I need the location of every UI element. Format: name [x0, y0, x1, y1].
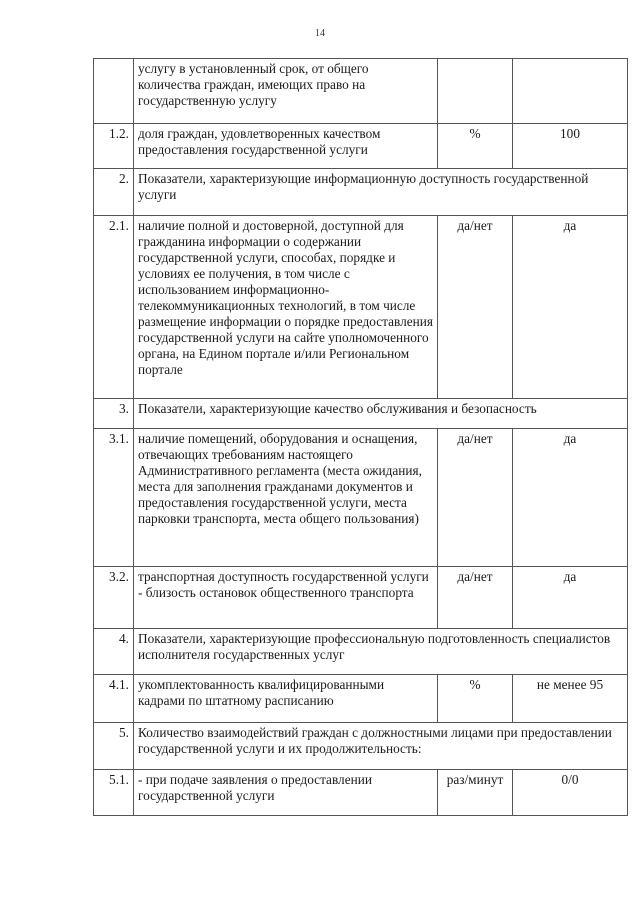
table-row [94, 770, 628, 816]
section-number: 5. [94, 723, 134, 770]
row-value: да [513, 429, 628, 567]
section-row [94, 629, 628, 675]
row-number: 1.2. [94, 124, 134, 169]
table-row [94, 675, 628, 723]
row-number: 5.1. [94, 770, 134, 816]
row-value: 0/0 [513, 770, 628, 816]
table-row [94, 59, 628, 124]
table-row [94, 567, 628, 629]
row-text: - при подаче заявления о предоставлении государственной услуги [134, 770, 438, 816]
row-number: 4.1. [94, 675, 134, 723]
row-value [513, 59, 628, 124]
row-value: да [513, 567, 628, 629]
indicators-table [93, 58, 628, 816]
section-heading: Количество взаимодействий граждан с должностными лицами при предоставлении государственной услуги и их продолжительность: [134, 723, 628, 770]
row-value: 100 [513, 124, 628, 169]
section-number: 3. [94, 399, 134, 429]
row-text: доля граждан, удовлетворенных качеством предоставления государственной услуги [134, 124, 438, 169]
row-value: да [513, 216, 628, 399]
row-value: не менее 95 [513, 675, 628, 723]
row-unit: % [438, 124, 513, 169]
table-row [94, 124, 628, 169]
row-unit: % [438, 675, 513, 723]
table-row [94, 429, 628, 567]
row-text: укомплектованность квалифицированными кадрами по штатному расписанию [134, 675, 438, 723]
row-unit: раз/минут [438, 770, 513, 816]
section-number: 2. [94, 169, 134, 216]
row-number [94, 59, 134, 124]
row-text: наличие полной и достоверной, доступной для гражданина информации о содержании государственной услуги, способах, порядке и условиях ее получения, в том числе с использованием информационно-телекоммуникационных технологий, в том числе размещение информации о порядке предоставления государственной услуги на сайте уполномоченного органа, на Едином портале и/или Региональном портале [134, 216, 438, 399]
row-number: 3.1. [94, 429, 134, 567]
table-row [94, 216, 628, 399]
row-text: наличие помещений, оборудования и оснащения, отвечающих требованиям настоящего Административного регламента (места ожидания, места для заполнения гражданами документов и предоставления государственной услуги, места парковки транспорта, места общего пользования) [134, 429, 438, 567]
row-text: транспортная доступность государственной услуги - близость остановок общественного транспорта [134, 567, 438, 629]
section-heading: Показатели, характеризующие информационную доступность государственной услуги [134, 169, 628, 216]
page-number: 14 [315, 28, 325, 39]
section-row [94, 169, 628, 216]
row-unit: да/нет [438, 567, 513, 629]
row-unit: да/нет [438, 216, 513, 399]
row-number: 2.1. [94, 216, 134, 399]
section-heading: Показатели, характеризующие профессиональную подготовленность специалистов исполнителя государственных услуг [134, 629, 628, 675]
row-unit: да/нет [438, 429, 513, 567]
row-text: услугу в установленный срок, от общего количества граждан, имеющих право на государственную услугу [134, 59, 438, 124]
section-row [94, 723, 628, 770]
section-row [94, 399, 628, 429]
section-heading: Показатели, характеризующие качество обслуживания и безопасность [134, 399, 628, 429]
section-number: 4. [94, 629, 134, 675]
row-unit [438, 59, 513, 124]
row-number: 3.2. [94, 567, 134, 629]
